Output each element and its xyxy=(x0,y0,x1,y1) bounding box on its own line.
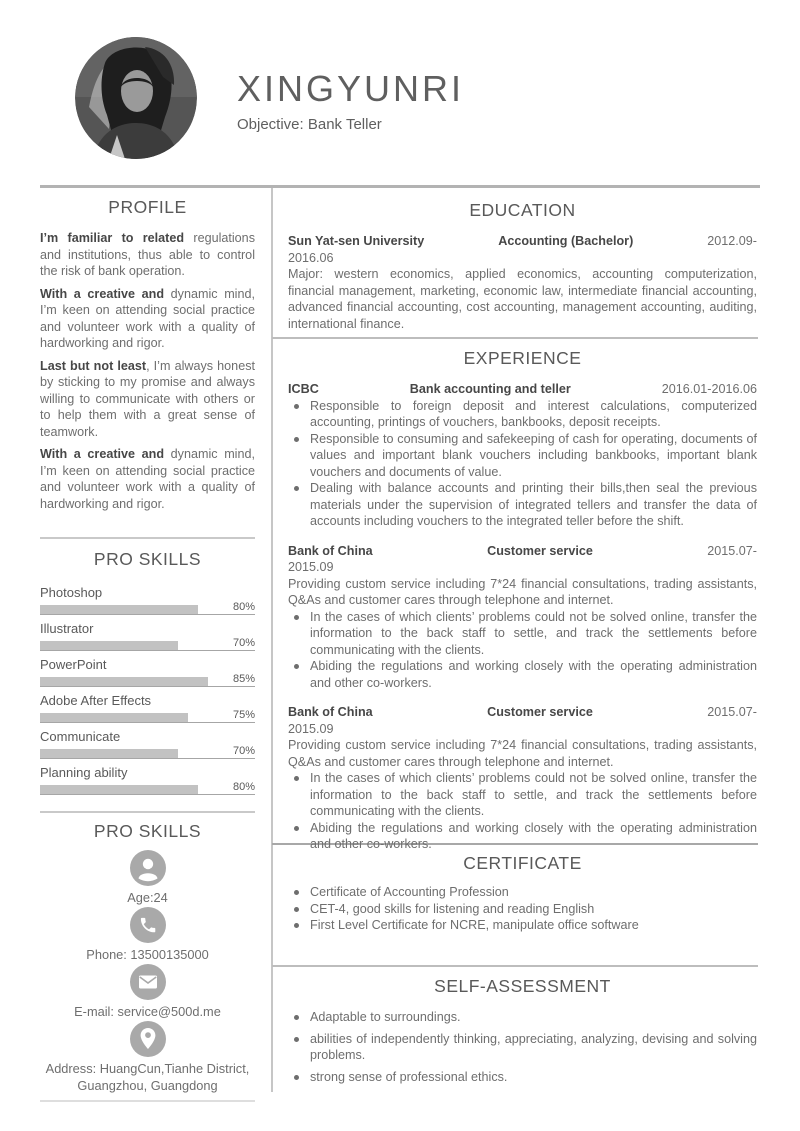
left-divider-1 xyxy=(40,537,255,539)
left-divider-3 xyxy=(40,1100,255,1102)
skill-item: Adobe After Effects 75% xyxy=(40,693,255,721)
experience-bullets xyxy=(288,609,757,692)
education-section xyxy=(288,199,757,332)
skill-item: Photoshop 80% xyxy=(40,585,255,613)
experience-bullets xyxy=(288,770,757,853)
bullet-item: CET-4, good skills for listening and reading English xyxy=(288,901,757,918)
skill-bar-fill xyxy=(40,641,178,650)
contact-item-email: E-mail: service@500d.me xyxy=(40,964,255,1020)
skill-bar-track: 85% xyxy=(40,674,255,687)
degree-name: Accounting (Bachelor) xyxy=(498,234,634,248)
self-assessment-list xyxy=(288,1009,757,1085)
skill-bar-track: 75% xyxy=(40,710,255,723)
skill-item: PowerPoint 85% xyxy=(40,657,255,685)
certificate-section xyxy=(288,852,757,934)
skill-bar-fill xyxy=(40,713,188,722)
education-period: 2012.09- xyxy=(707,234,757,248)
profile-paragraph: With a creative and dynamic mind, I’m keen on attending social practice and volunteer work with a quality of hardworking and rigor. xyxy=(40,447,255,511)
education-divider xyxy=(272,337,758,339)
bullet-item: Certificate of Accounting Profession xyxy=(288,884,757,901)
bullet-item: Abiding the regulations and working closely with the operating administration and other co-workers. xyxy=(288,820,757,853)
skill-bar-track: 70% xyxy=(40,638,255,651)
skill-item: Planning ability 80% xyxy=(40,765,255,793)
contact-item-age: Age:24 xyxy=(40,850,255,906)
education-period-wrap: 2016.06 xyxy=(288,250,334,265)
skill-bar-track: 70% xyxy=(40,746,255,759)
location-icon xyxy=(130,1021,166,1057)
experience-entry-head: Bank of China Customer service 2015.07- xyxy=(288,705,757,719)
objective-text: Objective: Bank Teller xyxy=(237,116,382,133)
email-icon xyxy=(130,964,166,1000)
header-divider xyxy=(40,185,760,188)
bullet-item: Responsible to foreign deposit and interest calculations, computerized accounting, printings of vouchers, bankbooks, deposit receipts. xyxy=(288,398,757,431)
certificate-title: CERTIFICATE xyxy=(463,853,582,873)
experience-entry xyxy=(288,381,757,530)
profile-section xyxy=(40,196,255,518)
profile-paragraph: Last but not least, I’m always honest by sticking to my promise and always willing to communicate with others or to help them with a great sense of teamwork. xyxy=(40,358,255,439)
profile-paragraph: With a creative and dynamic mind, I’m keen on attending social practice and volunteer work with a quality of hardworking and rigor. xyxy=(40,286,255,350)
left-divider-2 xyxy=(40,811,255,813)
bullet-item: Dealing with balance accounts and printing their bills,then seal the previous materials under the supervision of integrated tellers and transfer the data of accounts including vouchers to the integrated teller before the shift. xyxy=(288,480,757,530)
skill-bar-fill xyxy=(40,605,198,614)
certificate-list xyxy=(288,884,757,934)
bullet-item: Abiding the regulations and working closely with the operating administration and other co-workers. xyxy=(288,658,757,691)
person-icon xyxy=(130,850,166,886)
bullet-item: abilities of independently thinking, appreciating, analyzing, devising and solving problems. xyxy=(288,1031,757,1064)
contact-section xyxy=(40,820,255,1095)
contact-item-address: Address: HuangCun,Tianhe District, Guangzhou, Guangdong xyxy=(40,1021,255,1094)
education-title: EDUCATION xyxy=(469,200,576,220)
skills-section xyxy=(40,548,255,801)
portrait-image xyxy=(75,37,197,159)
skill-bar-fill xyxy=(40,677,208,686)
certificate-divider xyxy=(272,965,758,967)
bullet-item: Responsible to consuming and safekeeping of cash for operating, documents of values and important blank vouchers including bankbooks, important blank vouchers and documents of value. xyxy=(288,431,757,481)
bullet-item: strong sense of professional ethics. xyxy=(288,1069,757,1086)
profile-photo xyxy=(75,37,197,159)
experience-entry-head: Bank of China Customer service 2015.07- xyxy=(288,543,757,558)
contact-title: PRO SKILLS xyxy=(93,821,202,841)
skill-bar-track: 80% xyxy=(40,782,255,795)
contact-item-phone: Phone: 13500135000 xyxy=(40,907,255,963)
experience-title: EXPERIENCE xyxy=(463,348,582,368)
column-divider xyxy=(271,188,273,1092)
skill-item: Illustrator 70% xyxy=(40,621,255,649)
experience-section xyxy=(288,347,757,866)
experience-entry: Bank of China Customer service 2015.07- 2015.09 Providing custom service including 7*24 financial consultations, trading assistants, Q&As and customer cares through telephone and internet. In the cases of which clients’ problems could not be solved online, transfer the information to the back staff to settle, and track the settlements before communicating with the clients. Abiding the regulations and working closely with the operating administration and other co-workers. xyxy=(288,705,757,851)
bullet-item: First Level Certificate for NCRE, manipulate office software xyxy=(288,917,757,934)
skill-bar-fill xyxy=(40,785,198,794)
self-assessment-section xyxy=(288,975,757,1090)
header-block xyxy=(237,68,464,134)
bullet-item: Adaptable to surroundings. xyxy=(288,1009,757,1026)
experience-bullets xyxy=(288,398,757,530)
school-name: Sun Yat-sen University xyxy=(288,234,425,248)
profile-paragraph: I’m familiar to related regulations and institutions, thus able to control the risk of bank operation. xyxy=(40,231,255,278)
profile-title: PROFILE xyxy=(108,197,187,217)
self-assessment-title: SELF-ASSESSMENT xyxy=(434,976,611,996)
education-major: Major: western economics, applied economics, accounting computerization, financial management, marketing, economic law, intermediate financial accounting, advanced financial accounting, cost accounting, management accounting, auditing, international finance. xyxy=(288,267,757,331)
experience-entry-head: ICBC Bank accounting and teller 2016.01-2016.06 xyxy=(288,382,757,396)
skill-bar-track: 80% xyxy=(40,602,255,615)
education-entry-head xyxy=(288,233,757,250)
bullet-item: In the cases of which clients’ problems could not be solved online, transfer the information to the back staff to settle, and track the settlements before communicating with the clients. xyxy=(288,770,757,820)
experience-entry: Bank of China Customer service 2015.07- 2015.09 Providing custom service including 7*24 financial consultations, trading assistants, Q&As and customer cares through telephone and internet. In the cases of which clients’ problems could not be solved online, transfer the information to the back staff to settle, and track the settlements before communicating with the clients. Abiding the regulations and working closely with the operating administration and other co-workers. xyxy=(288,543,757,690)
skill-bar-fill xyxy=(40,749,178,758)
skill-item: Communicate 70% xyxy=(40,729,255,757)
candidate-name: XINGYUNRI xyxy=(237,68,465,109)
skills-title: PRO SKILLS xyxy=(93,549,202,569)
bullet-item: In the cases of which clients’ problems could not be solved online, transfer the information to the back staff to settle, and track the settlements before communicating with the clients. xyxy=(288,609,757,659)
phone-icon xyxy=(130,907,166,943)
